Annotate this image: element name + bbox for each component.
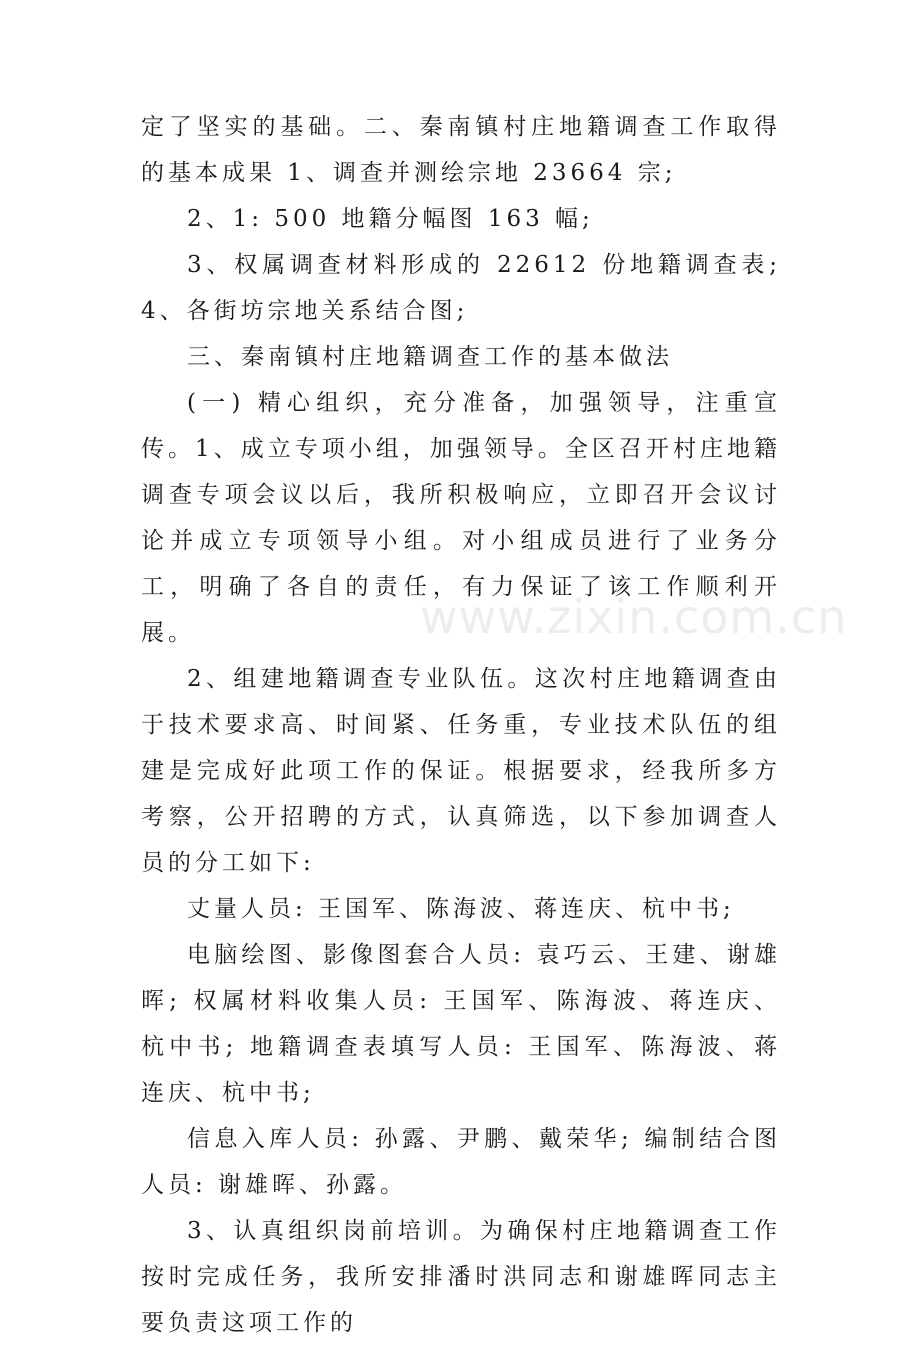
paragraph-8: 电脑绘图、影像图套合人员: 袁巧云、王建、谢雄晖; 权属材料收集人员: 王国军、陈海波、蒋连庆、杭中书; 地籍调查表填写人员: 王国军、陈海波、蒋连庆、杭中书; — [141, 942, 781, 1106]
paragraph-9: 信息入库人员: 孙露、尹鹏、戴荣华; 编制结合图人员: 谢雄晖、孙露。 — [141, 1126, 781, 1198]
document-body — [141, 104, 781, 1346]
section-heading-3: 三、秦南镇村庄地籍调查工作的基本做法 — [187, 344, 673, 370]
paragraph-2: 2、1: 500 地籍分幅图 163 幅; — [187, 206, 594, 232]
paragraph-10: 3、认真组织岗前培训。为确保村庄地籍调查工作按时完成任务，我所安排潘时洪同志和谢雄晖同志主要负责这项工作的 — [141, 1218, 781, 1336]
paragraph-5: (一) 精心组织，充分准备，加强领导，注重宣传。1、成立专项小组，加强领导。全区召开村庄地籍调查专项会议以后，我所积极响应，立即召开会议讨论并成立专项领导小组。对小组成员进行了业务分工，明确了各自的责任，有力保证了该工作顺利开展。 — [141, 390, 781, 646]
paragraph-7: 丈量人员: 王国军、陈海波、蒋连庆、杭中书; — [187, 896, 735, 922]
paragraph-6: 2、组建地籍调查专业队伍。这次村庄地籍调查由于技术要求高、时间紧、任务重，专业技术队伍的组建是完成好此项工作的保证。根据要求，经我所多方考察，公开招聘的方式，认真筛选，以下参加调查人员的分工如下: — [141, 666, 781, 876]
watermark-text: www.zixin.com.cn — [420, 590, 848, 644]
paragraph-3: 3、权属调查材料形成的 22612 份地籍调查表; 4、各街坊宗地关系结合图; — [141, 252, 781, 324]
paragraph-1: 定了坚实的基础。二、秦南镇村庄地籍调查工作取得的基本成果 1、调查并测绘宗地 23664 宗; — [141, 114, 781, 186]
